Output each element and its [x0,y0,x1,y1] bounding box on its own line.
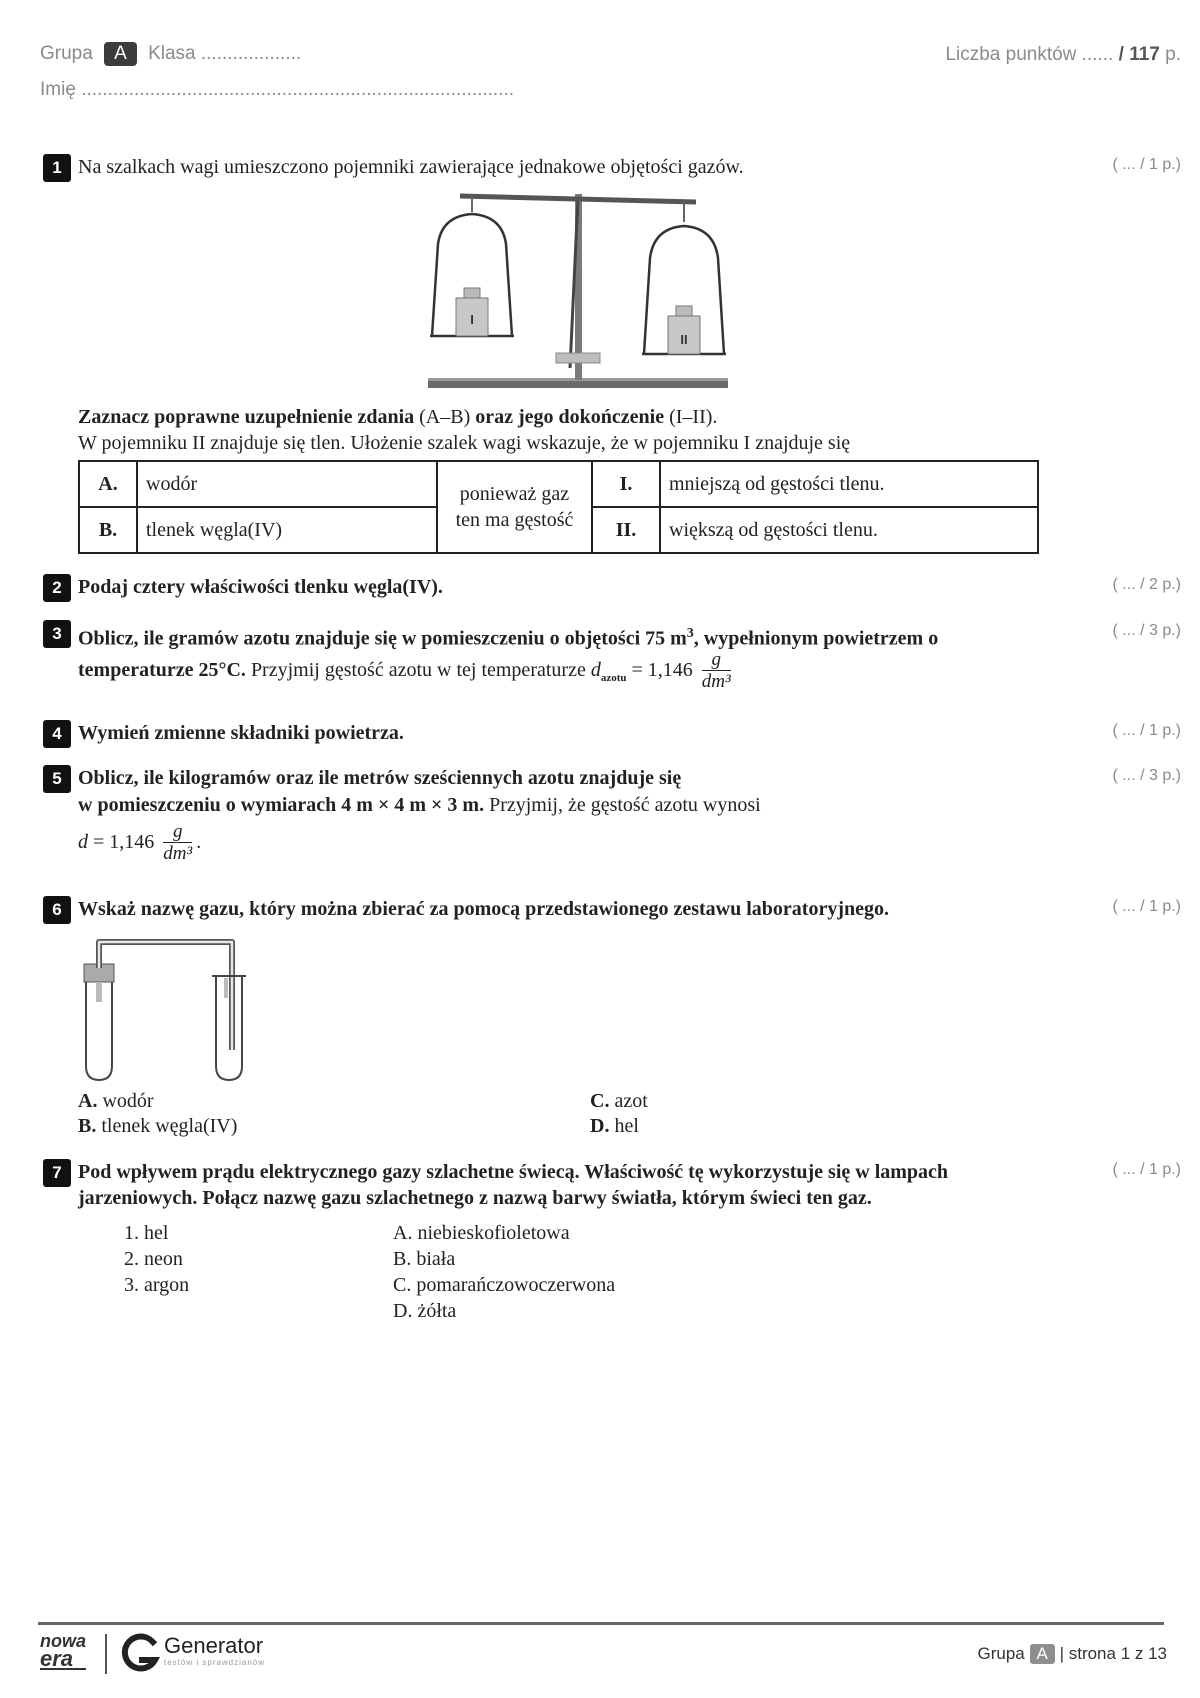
color-item-d[interactable]: D. żółta [393,1300,457,1322]
option-a-key[interactable]: A. [79,461,137,507]
question-1-statement: W pojemniku II znajduje się tlen. Ułożenie szalek wagi wskazuje, że w pojemniku I znajduje się [78,432,851,454]
question-3-line-2: temperaturze 25°C. Przyjmij gęstość azotu w tej temperaturze $d_{azotu} = 1,146$ $\frac{g}{\text{dm³}}$ [78,649,731,692]
question-number-6: 6 [43,896,71,924]
class-field[interactable]: ................... [200,43,302,64]
question-2-points: ( ... / 2 p.) [1112,576,1181,593]
pan-label-2: II [680,332,688,347]
answer-table [78,460,1039,554]
footer-group-badge: A [1030,1644,1055,1664]
gas-item-3[interactable]: 3. argon [124,1274,190,1296]
group-badge: A [104,42,137,66]
option-ii-text[interactable]: większą od gęstości tlenu. [660,507,1038,553]
question-1-instruction: Zaznacz poprawne uzupełnienie zdania (A–B) oraz jego dokończenie (I–II). [78,406,718,428]
points-total: / 117 [1118,44,1160,65]
density-fraction-5: $\frac{g}{\text{dm³}}$ [163,821,193,864]
pan-label-1: I [470,312,474,327]
gas-item-1[interactable]: 1. hel [124,1222,169,1244]
question-3-line-1: Oblicz, ile gramów azotu znajduje się w pomieszczeniu o objętości 75 $m^3$, wypełnionym powietrzem o [78,626,939,650]
header-name [40,79,514,101]
question-6-points: ( ... / 1 p.) [1112,898,1181,915]
question-2-text: Podaj cztery właściwości tlenku węgla(IV). [78,576,443,598]
group-label: Grupa [40,43,93,64]
question-number-7: 7 [43,1159,71,1187]
question-4-text: Wymień zmienne składniki powietrza. [78,722,404,744]
question-5-line-2: w pomieszczeniu o wymiarach 4 m × 4 m × 3 m. Przyjmij, że gęstość azotu wynosi [78,794,761,816]
question-4-points: ( ... / 1 p.) [1112,722,1181,739]
question-number-5: 5 [43,765,71,793]
question-7-points: ( ... / 1 p.) [1112,1161,1181,1178]
color-item-c[interactable]: C. pomarańczowoczerwona [393,1274,616,1296]
question-number-1: 1 [43,154,71,182]
generator-logo: Generator testów i sprawdzianów [164,1633,266,1667]
points-label: Liczba punktów [945,44,1077,65]
question-3-points: ( ... / 3 p.) [1112,622,1181,639]
answer-c[interactable]: C. azot [590,1090,648,1112]
header-points [945,44,1181,66]
generator-g-icon [120,1632,160,1674]
question-number-3: 3 [43,620,71,648]
class-label: Klasa [148,43,196,64]
option-b-text[interactable]: tlenek węgla(IV) [137,507,437,553]
option-a-text[interactable]: wodór [137,461,437,507]
name-field[interactable]: .................................................................................. [81,79,515,100]
question-5-line-1: Oblicz, ile kilogramów oraz ile metrów sześciennych azotu znajduje się [78,767,682,789]
question-5-line-3: d = 1,146 $\frac{g}{\text{dm³}}$ . [78,821,202,864]
points-field[interactable]: ...... [1081,44,1114,65]
header-group [40,42,301,66]
footer-page-info: Grupa A | strona 1 z 13 [977,1644,1167,1663]
nowa-era-logo: nowa era [40,1631,87,1671]
logo-separator [105,1634,107,1674]
question-7-line-1: Pod wpływem prądu elektrycznego gazy szlachetne świecą. Właściwość tę wykorzystuje się w lampach [78,1161,949,1183]
question-number-4: 4 [43,720,71,748]
question-5-points: ( ... / 3 p.) [1112,767,1181,784]
question-1-points: ( ... / 1 p.) [1112,156,1181,173]
answer-d[interactable]: D. hel [590,1115,639,1137]
option-b-key[interactable]: B. [79,507,137,553]
density-fraction-3: $\frac{g}{\text{dm³}}$ [701,649,731,692]
question-1-text: Na szalkach wagi umieszczono pojemniki zawierające jednakowe objętości gazów. [78,156,744,178]
option-i-key[interactable]: I. [592,461,660,507]
color-item-a[interactable]: A. niebieskofioletowa [393,1222,570,1244]
color-item-b[interactable]: B. biała [393,1248,456,1270]
balance-scale-figure [420,188,740,392]
option-i-text[interactable]: mniejszą od gęstości tlenu. [660,461,1038,507]
question-number-2: 2 [43,574,71,602]
question-7-line-2: jarzeniowych. Połącz nazwę gazu szlachetnego z nazwą barwy światła, którym świeci ten gaz. [78,1187,872,1209]
question-6-text: Wskaż nazwę gazu, który można zbierać za pomocą przedstawionego zestawu laboratoryjnego. [78,898,889,920]
option-ii-key[interactable]: II. [592,507,660,553]
answer-a[interactable]: A. wodór [78,1090,154,1112]
lab-apparatus-figure [78,928,258,1084]
answer-b[interactable]: B. tlenek węgla(IV) [78,1115,238,1137]
middle-connector: ponieważ gaz ten ma gęstość [437,461,592,553]
name-label: Imię [40,79,76,100]
gas-item-2[interactable]: 2. neon [124,1248,183,1270]
points-unit: p. [1165,44,1181,65]
footer-divider [38,1622,1164,1625]
